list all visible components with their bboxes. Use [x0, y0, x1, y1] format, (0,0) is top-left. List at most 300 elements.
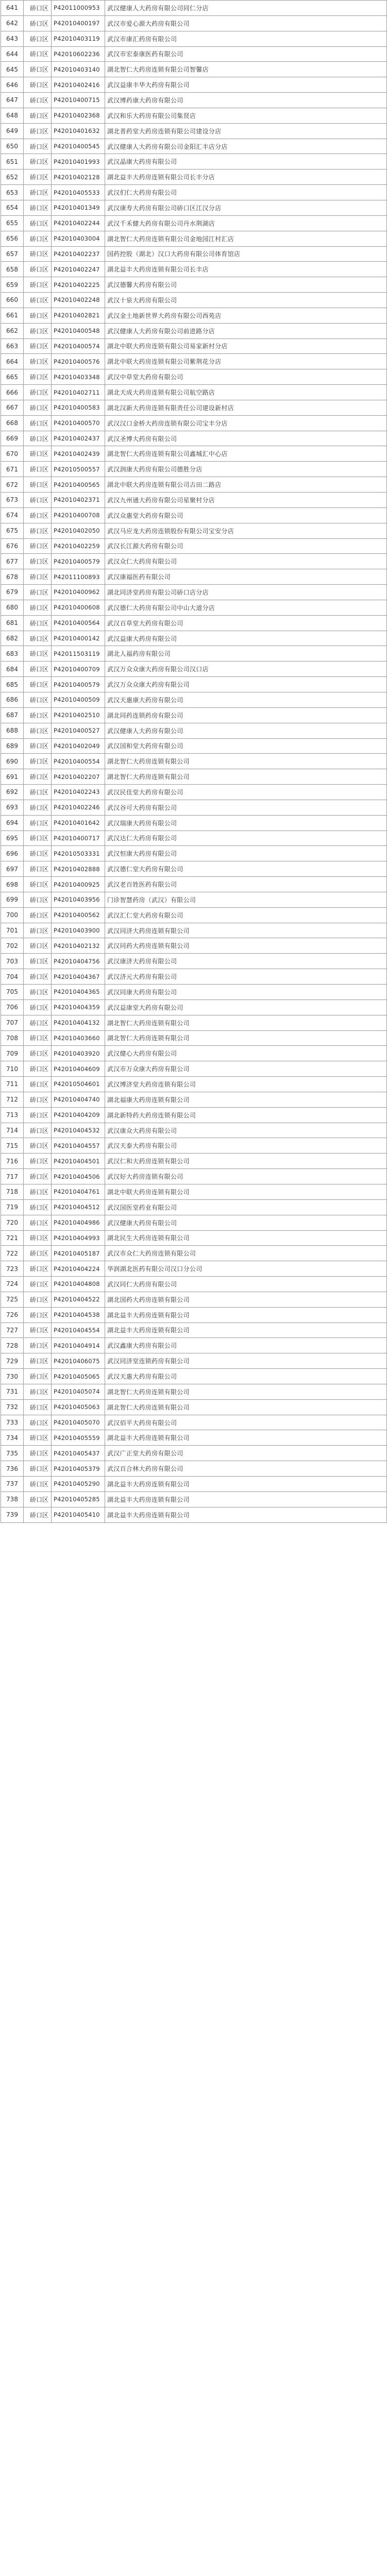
- district-cell: 硚口区: [24, 46, 52, 62]
- district-cell: 硚口区: [24, 1415, 52, 1430]
- table-row: [1, 123, 387, 139]
- row-number-cell: 713: [1, 1107, 24, 1123]
- district-cell: 硚口区: [24, 1277, 52, 1292]
- table-row: [1, 999, 387, 1015]
- pharmacy-name-cell: 武汉市宏泰康医药有限公司: [105, 46, 387, 62]
- code-cell: P42010402243: [52, 785, 105, 800]
- code-cell: P42010602236: [52, 46, 105, 62]
- table-row: [1, 1246, 387, 1261]
- district-cell: 硚口区: [24, 831, 52, 846]
- code-cell: P42010400962: [52, 585, 105, 600]
- table-row: [1, 1307, 387, 1323]
- pharmacy-name-cell: 武汉康众大药房有限公司: [105, 1123, 387, 1138]
- table-row: [1, 769, 387, 785]
- table-row: [1, 1323, 387, 1338]
- row-number-cell: 666: [1, 385, 24, 400]
- code-cell: P42010403119: [52, 31, 105, 46]
- table-row: [1, 1277, 387, 1292]
- district-cell: 硚口区: [24, 892, 52, 907]
- pharmacy-name-cell: 武汉十泉大药房有限公司: [105, 293, 387, 308]
- pharmacy-name-cell: 武汉济元大药房有限公司: [105, 969, 387, 985]
- row-number-cell: 714: [1, 1123, 24, 1138]
- row-number-cell: 729: [1, 1353, 24, 1369]
- code-cell: P42010404993: [52, 1230, 105, 1246]
- code-cell: P42010404522: [52, 1292, 105, 1307]
- row-number-cell: 737: [1, 1477, 24, 1492]
- code-cell: P42010504601: [52, 1077, 105, 1092]
- table-row: [1, 861, 387, 877]
- district-cell: 硚口区: [24, 754, 52, 769]
- row-number-cell: 667: [1, 400, 24, 415]
- pharmacy-name-cell: 武汉万众众康大药房有限公司汉口店: [105, 662, 387, 677]
- pharmacy-name-cell: 湖北中联大药房连锁有限公司紫荆花分店: [105, 354, 387, 369]
- code-cell: P42010404209: [52, 1107, 105, 1123]
- code-cell: P42010404986: [52, 1215, 105, 1230]
- table-row: [1, 1369, 387, 1384]
- pharmacy-name-cell: 湖北益丰大药房连锁有限公司长丰店: [105, 262, 387, 277]
- row-number-cell: 707: [1, 1015, 24, 1030]
- district-cell: 硚口区: [24, 246, 52, 262]
- pharmacy-name-cell: 武汉谷可大药房有限公司: [105, 800, 387, 815]
- district-cell: 硚口区: [24, 139, 52, 154]
- pharmacy-name-cell: 武汉众惠堂大药房有限公司: [105, 507, 387, 523]
- code-cell: P42010404756: [52, 954, 105, 969]
- code-cell: P42010404557: [52, 1138, 105, 1154]
- pharmacy-name-cell: 湖北益丰大药房连锁有限公司: [105, 1307, 387, 1323]
- pharmacy-name-cell: 武汉金土地新世界大药房有限公司西苑店: [105, 308, 387, 323]
- row-number-cell: 655: [1, 215, 24, 231]
- district-cell: 硚口区: [24, 185, 52, 200]
- pharmacy-name-cell: 湖北同药连锁药房有限公司: [105, 707, 387, 723]
- pharmacy-name-cell: 武汉天泰大药房有限公司: [105, 1138, 387, 1154]
- table-row: [1, 338, 387, 354]
- table-body: [1, 1, 387, 1523]
- row-number-cell: 671: [1, 462, 24, 477]
- district-cell: 硚口区: [24, 923, 52, 938]
- code-cell: P42010404914: [52, 1338, 105, 1353]
- code-cell: P42010403956: [52, 892, 105, 907]
- table-row: [1, 277, 387, 293]
- row-number-cell: 643: [1, 31, 24, 46]
- table-row: [1, 815, 387, 831]
- code-cell: P42010402244: [52, 215, 105, 231]
- district-cell: 硚口区: [24, 1261, 52, 1277]
- code-cell: P42010400708: [52, 507, 105, 523]
- code-cell: P42010405379: [52, 1461, 105, 1477]
- row-number-cell: 705: [1, 985, 24, 1000]
- table-row: [1, 293, 387, 308]
- code-cell: P42010403920: [52, 1046, 105, 1061]
- pharmacy-name-cell: 武汉中草堂大药房有限公司: [105, 369, 387, 385]
- row-number-cell: 668: [1, 415, 24, 431]
- pharmacy-name-cell: 武汉德仁堂大药房有限公司: [105, 861, 387, 877]
- row-number-cell: 676: [1, 538, 24, 554]
- district-cell: 硚口区: [24, 277, 52, 293]
- code-cell: P42010402237: [52, 246, 105, 262]
- table-row: [1, 1, 387, 16]
- row-number-cell: 690: [1, 754, 24, 769]
- pharmacy-name-cell: 湖北智仁大药房连锁有限公司: [105, 1399, 387, 1415]
- pharmacy-name-cell: 湖北智仁大药房连锁有限公司: [105, 1030, 387, 1046]
- district-cell: 硚口区: [24, 62, 52, 77]
- pharmacy-name-cell: 武汉老百姓医药有限公司: [105, 877, 387, 892]
- district-cell: 硚口区: [24, 785, 52, 800]
- row-number-cell: 710: [1, 1061, 24, 1077]
- district-cell: 硚口区: [24, 1461, 52, 1477]
- table-row: [1, 677, 387, 692]
- pharmacy-name-cell: 武汉健康人大药房有限公司前进路分店: [105, 323, 387, 338]
- row-number-cell: 691: [1, 769, 24, 785]
- row-number-cell: 644: [1, 46, 24, 62]
- pharmacy-name-cell: 武汉恒康大药房有限公司: [105, 846, 387, 861]
- table-row: [1, 707, 387, 723]
- row-number-cell: 673: [1, 493, 24, 508]
- row-number-cell: 731: [1, 1384, 24, 1399]
- table-row: [1, 1230, 387, 1246]
- pharmacy-name-cell: 武汉万众众康大药房有限公司: [105, 677, 387, 692]
- code-cell: P42010400574: [52, 338, 105, 354]
- pharmacy-name-cell: 武汉健心大药房有限公司: [105, 1046, 387, 1061]
- table-row: [1, 585, 387, 600]
- district-cell: 硚口区: [24, 1446, 52, 1461]
- pharmacy-name-cell: 湖北中联大药房连锁有限公司古田二路店: [105, 477, 387, 493]
- pharmacy-name-cell: 武汉汉口金桥大药房连锁有限公司宝丰分店: [105, 415, 387, 431]
- table-row: [1, 600, 387, 615]
- pharmacy-name-cell: 武汉博济堂大药房连锁有限公司: [105, 1077, 387, 1092]
- code-cell: P42010405559: [52, 1430, 105, 1446]
- code-cell: P42010402368: [52, 108, 105, 123]
- district-cell: 硚口区: [24, 954, 52, 969]
- district-cell: 硚口区: [24, 1030, 52, 1046]
- pharmacy-name-cell: 湖北中联大药房连锁有限公司: [105, 1184, 387, 1199]
- table-row: [1, 569, 387, 585]
- table-row: [1, 723, 387, 738]
- pharmacy-name-cell: 武汉健康人大药房有限公司金阳汇丰店分店: [105, 139, 387, 154]
- row-number-cell: 720: [1, 1215, 24, 1230]
- code-cell: P42010400709: [52, 662, 105, 677]
- pharmacy-name-cell: 武汉益康大药房有限公司: [105, 631, 387, 646]
- row-number-cell: 717: [1, 1169, 24, 1184]
- code-cell: P42010403900: [52, 923, 105, 938]
- row-number-cell: 715: [1, 1138, 24, 1154]
- district-cell: 硚口区: [24, 93, 52, 108]
- table-row: [1, 1461, 387, 1477]
- district-cell: 硚口区: [24, 1492, 52, 1507]
- code-cell: P42010405437: [52, 1446, 105, 1461]
- district-cell: 硚口区: [24, 15, 52, 31]
- row-number-cell: 708: [1, 1030, 24, 1046]
- row-number-cell: 706: [1, 999, 24, 1015]
- district-cell: 硚口区: [24, 1061, 52, 1077]
- table-row: [1, 785, 387, 800]
- table-row: [1, 493, 387, 508]
- table-row: [1, 1492, 387, 1507]
- table-row: [1, 200, 387, 215]
- row-number-cell: 672: [1, 477, 24, 493]
- table-row: [1, 800, 387, 815]
- code-cell: P42010405410: [52, 1507, 105, 1522]
- district-cell: 硚口区: [24, 615, 52, 631]
- table-row: [1, 692, 387, 707]
- table-row: [1, 93, 387, 108]
- code-cell: P42010404761: [52, 1184, 105, 1199]
- table-row: [1, 1046, 387, 1061]
- code-cell: P42010400579: [52, 677, 105, 692]
- pharmacy-name-cell: 武汉同仁大药房有限公司: [105, 1277, 387, 1292]
- row-number-cell: 679: [1, 585, 24, 600]
- pharmacy-name-cell: 湖北益丰大药房连锁有限公司: [105, 1492, 387, 1507]
- district-cell: 硚口区: [24, 385, 52, 400]
- pharmacy-name-cell: 武汉众仁大药房有限公司: [105, 554, 387, 569]
- row-number-cell: 711: [1, 1077, 24, 1092]
- row-number-cell: 641: [1, 1, 24, 16]
- code-cell: P42010403348: [52, 369, 105, 385]
- code-cell: P42010404538: [52, 1307, 105, 1323]
- pharmacy-name-cell: 湖北益丰大药房连锁有限公司长丰分店: [105, 170, 387, 185]
- pharmacy-name-cell: 武汉民佳堂大药房有限公司: [105, 785, 387, 800]
- pharmacy-list-table: [1, 0, 387, 1523]
- pharmacy-name-cell: 武汉博药康大药房有限公司: [105, 93, 387, 108]
- pharmacy-name-cell: 湖北智仁大药房连锁有限公司: [105, 1384, 387, 1399]
- pharmacy-name-cell: 武汉天惠康大药房有限公司: [105, 692, 387, 707]
- row-number-cell: 735: [1, 1446, 24, 1461]
- table-row: [1, 1199, 387, 1215]
- row-number-cell: 663: [1, 338, 24, 354]
- row-number-cell: 648: [1, 108, 24, 123]
- pharmacy-name-cell: 湖北同济堂药房有限公司硚口店分店: [105, 585, 387, 600]
- row-number-cell: 733: [1, 1415, 24, 1430]
- table-row: [1, 385, 387, 400]
- table-row: [1, 1477, 387, 1492]
- table-row: [1, 615, 387, 631]
- district-cell: 硚口区: [24, 1292, 52, 1307]
- district-cell: 硚口区: [24, 1430, 52, 1446]
- code-cell: P42010402248: [52, 293, 105, 308]
- pharmacy-name-cell: 武汉国和堂大药房有限公司: [105, 738, 387, 754]
- row-number-cell: 739: [1, 1507, 24, 1522]
- row-number-cell: 683: [1, 646, 24, 662]
- table-row: [1, 1507, 387, 1522]
- row-number-cell: 682: [1, 631, 24, 646]
- table-row: [1, 369, 387, 385]
- code-cell: P42010405285: [52, 1492, 105, 1507]
- table-row: [1, 1123, 387, 1138]
- code-cell: P42010402259: [52, 538, 105, 554]
- pharmacy-name-cell: 湖北智仁大药房连锁有限公司智馨店: [105, 62, 387, 77]
- code-cell: P42010503331: [52, 846, 105, 861]
- district-cell: 硚口区: [24, 154, 52, 170]
- pharmacy-name-cell: 湖北汉新大药房连锁有限责任公司建设新村店: [105, 400, 387, 415]
- row-number-cell: 728: [1, 1338, 24, 1353]
- code-cell: P42010403140: [52, 62, 105, 77]
- code-cell: P42010500557: [52, 462, 105, 477]
- code-cell: P42011503119: [52, 646, 105, 662]
- code-cell: P42010403004: [52, 231, 105, 246]
- code-cell: P42010404132: [52, 1015, 105, 1030]
- pharmacy-name-cell: 武汉同药大药房连锁有限公司: [105, 938, 387, 954]
- code-cell: P42010404224: [52, 1261, 105, 1277]
- table-row: [1, 985, 387, 1000]
- code-cell: P42010400583: [52, 400, 105, 415]
- pharmacy-name-cell: 武汉仁和大药房连锁有限公司: [105, 1154, 387, 1169]
- pharmacy-name-cell: 武汉圣博大药房有限公司: [105, 431, 387, 446]
- code-cell: P42010402050: [52, 523, 105, 538]
- code-cell: P42010400570: [52, 415, 105, 431]
- row-number-cell: 669: [1, 431, 24, 446]
- pharmacy-name-cell: 武汉康济大药房有限公司: [105, 954, 387, 969]
- code-cell: P42010401642: [52, 815, 105, 831]
- row-number-cell: 651: [1, 154, 24, 170]
- row-number-cell: 712: [1, 1092, 24, 1107]
- pharmacy-name-cell: 华润湖北医药有限公司汉口分公司: [105, 1261, 387, 1277]
- table-row: [1, 1169, 387, 1184]
- row-number-cell: 649: [1, 123, 24, 139]
- code-cell: P42010400142: [52, 631, 105, 646]
- row-number-cell: 650: [1, 139, 24, 154]
- district-cell: 硚口区: [24, 369, 52, 385]
- pharmacy-name-cell: 武汉益康堂大药房有限公司: [105, 999, 387, 1015]
- table-row: [1, 738, 387, 754]
- code-cell: P42010402510: [52, 707, 105, 723]
- row-number-cell: 721: [1, 1230, 24, 1246]
- table-row: [1, 507, 387, 523]
- district-cell: 硚口区: [24, 1338, 52, 1353]
- district-cell: 硚口区: [24, 1246, 52, 1261]
- row-number-cell: 718: [1, 1184, 24, 1199]
- pharmacy-name-cell: 湖北益丰大药房连锁有限公司: [105, 1323, 387, 1338]
- code-cell: P42010402416: [52, 77, 105, 93]
- pharmacy-name-cell: 武汉健康大药房有限公司: [105, 1215, 387, 1230]
- pharmacy-name-cell: 武汉广正堂大药房有限公司: [105, 1446, 387, 1461]
- code-cell: P42010400509: [52, 692, 105, 707]
- pharmacy-name-cell: 湖北智仁大药房连锁有限公司: [105, 1015, 387, 1030]
- pharmacy-name-cell: 武汉天惠大药房有限公司: [105, 1369, 387, 1384]
- district-cell: 硚口区: [24, 400, 52, 415]
- row-number-cell: 730: [1, 1369, 24, 1384]
- code-cell: P42010405065: [52, 1369, 105, 1384]
- pharmacy-name-cell: 湖北国药大药房连锁有限公司: [105, 1292, 387, 1307]
- pharmacy-name-cell: 湖北新特药大药房连锁有限公司: [105, 1107, 387, 1123]
- pharmacy-name-cell: 武汉市众仁大药房连锁有限公司: [105, 1246, 387, 1261]
- row-number-cell: 699: [1, 892, 24, 907]
- row-number-cell: 725: [1, 1292, 24, 1307]
- code-cell: P42010401993: [52, 154, 105, 170]
- row-number-cell: 724: [1, 1277, 24, 1292]
- pharmacy-name-cell: 武汉们仁大药房有限公司: [105, 185, 387, 200]
- row-number-cell: 664: [1, 354, 24, 369]
- district-cell: 硚口区: [24, 1477, 52, 1492]
- district-cell: 硚口区: [24, 861, 52, 877]
- row-number-cell: 726: [1, 1307, 24, 1323]
- row-number-cell: 734: [1, 1430, 24, 1446]
- code-cell: P42010402225: [52, 277, 105, 293]
- district-cell: 硚口区: [24, 1015, 52, 1030]
- row-number-cell: 646: [1, 77, 24, 93]
- district-cell: 硚口区: [24, 631, 52, 646]
- row-number-cell: 642: [1, 15, 24, 31]
- pharmacy-name-cell: 武汉德仁大药房有限公司中山大道分店: [105, 600, 387, 615]
- table-row: [1, 1107, 387, 1123]
- row-number-cell: 732: [1, 1399, 24, 1415]
- code-cell: P42010403660: [52, 1030, 105, 1046]
- row-number-cell: 670: [1, 446, 24, 462]
- code-cell: P42010402888: [52, 861, 105, 877]
- row-number-cell: 645: [1, 62, 24, 77]
- table-row: [1, 954, 387, 969]
- pharmacy-name-cell: 武汉康寿大药房有限公司硚口区江汉分店: [105, 200, 387, 215]
- district-cell: 硚口区: [24, 431, 52, 446]
- table-row: [1, 538, 387, 554]
- code-cell: P42010400608: [52, 600, 105, 615]
- code-cell: P42010405063: [52, 1399, 105, 1415]
- table-row: [1, 831, 387, 846]
- code-cell: P42010405074: [52, 1384, 105, 1399]
- pharmacy-name-cell: 湖北益丰大药房连锁有限公司: [105, 1477, 387, 1492]
- pharmacy-name-cell: 门诊智慧药房（武汉）有限公司: [105, 892, 387, 907]
- district-cell: 硚口区: [24, 1323, 52, 1338]
- pharmacy-name-cell: 湖北福康大药房连锁有限公司: [105, 1092, 387, 1107]
- row-number-cell: 647: [1, 93, 24, 108]
- district-cell: 硚口区: [24, 446, 52, 462]
- table-row: [1, 170, 387, 185]
- code-cell: P42010405187: [52, 1246, 105, 1261]
- code-cell: P42011000953: [52, 1, 105, 16]
- table-row: [1, 1430, 387, 1446]
- table-row: [1, 846, 387, 861]
- district-cell: 硚口区: [24, 1399, 52, 1415]
- table-row: [1, 646, 387, 662]
- district-cell: 硚口区: [24, 769, 52, 785]
- district-cell: 硚口区: [24, 723, 52, 738]
- code-cell: P42010400554: [52, 754, 105, 769]
- district-cell: 硚口区: [24, 77, 52, 93]
- district-cell: 硚口区: [24, 1369, 52, 1384]
- district-cell: 硚口区: [24, 415, 52, 431]
- table-row: [1, 108, 387, 123]
- pharmacy-name-cell: 武汉国医堂药业有限公司: [105, 1199, 387, 1215]
- table-row: [1, 31, 387, 46]
- pharmacy-name-cell: 湖北中联大药房连锁有限公司易家新村分店: [105, 338, 387, 354]
- district-cell: 硚口区: [24, 1384, 52, 1399]
- code-cell: P42010402371: [52, 493, 105, 508]
- pharmacy-name-cell: 湖北人福药房有限公司: [105, 646, 387, 662]
- pharmacy-name-cell: 湖北天成大药房连锁有限公司航空路店: [105, 385, 387, 400]
- row-number-cell: 694: [1, 815, 24, 831]
- code-cell: P42010402128: [52, 170, 105, 185]
- code-cell: P42010401349: [52, 200, 105, 215]
- pharmacy-name-cell: 湖北智仁大药房连锁有限公司: [105, 769, 387, 785]
- pharmacy-name-cell: 武汉健康人大药房有限公司同仁分店: [105, 1, 387, 16]
- code-cell: P42010400565: [52, 477, 105, 493]
- row-number-cell: 678: [1, 569, 24, 585]
- row-number-cell: 681: [1, 615, 24, 631]
- district-cell: 硚口区: [24, 969, 52, 985]
- pharmacy-name-cell: 武汉健康人大药房有限公司: [105, 723, 387, 738]
- pharmacy-name-cell: 武汉好大药房连锁有限公司: [105, 1169, 387, 1184]
- table-row: [1, 1154, 387, 1169]
- row-number-cell: 686: [1, 692, 24, 707]
- code-cell: P42010404609: [52, 1061, 105, 1077]
- row-number-cell: 703: [1, 954, 24, 969]
- table-row: [1, 15, 387, 31]
- district-cell: 硚口区: [24, 308, 52, 323]
- pharmacy-name-cell: 武汉晶康大药房有限公司: [105, 154, 387, 170]
- table-row: [1, 1030, 387, 1046]
- district-cell: 硚口区: [24, 170, 52, 185]
- row-number-cell: 695: [1, 831, 24, 846]
- row-number-cell: 656: [1, 231, 24, 246]
- district-cell: 硚口区: [24, 1230, 52, 1246]
